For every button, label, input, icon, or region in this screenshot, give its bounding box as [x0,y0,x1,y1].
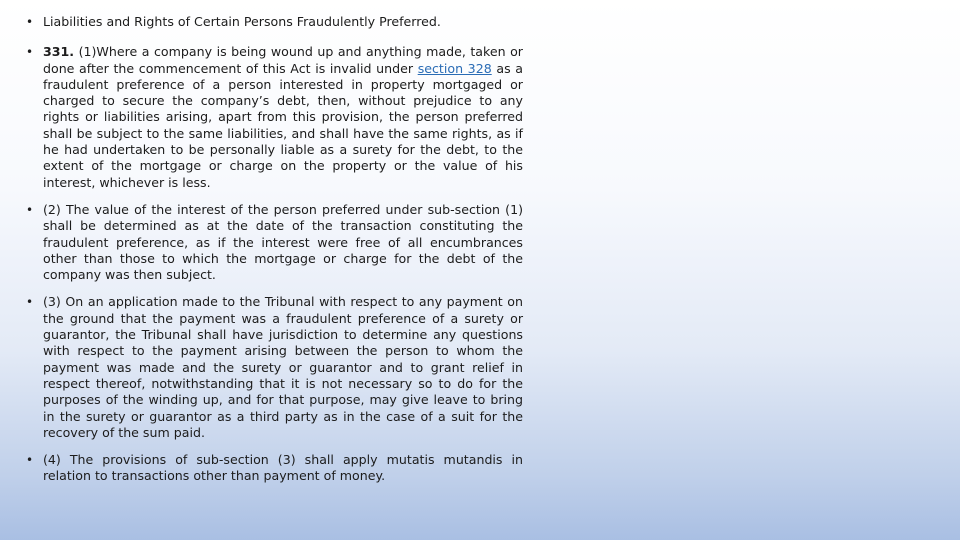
section-328-link[interactable]: section 328 [417,60,492,76]
paragraph-text-after-link: as a fraudulent preference of a person interested in property mortgaged or charged to secure the company’s debt, then, without prejudice to any rights or liabilities arising, apart from this provision, the person preferred shall be subject to the same liabilities, and shall have the same rights, as if he had undertaken to be personally liable as a surety for the debt, to the extent of the mortgage or charge on the property or the value of his interest, whichever is less. [43,60,523,190]
paragraph-sub-section-2: • (2) The value of the interest of the person preferred under sub-section (1) shall be determined as at the date of the transaction constituting the fraudulent preference, as if the interest were free of all encumbrances other than those to which the mortgage or charge for the debt of the company was then subject. [26,202,523,283]
paragraph-section-331-1 [26,44,523,191]
paragraph-text-before-link: (1)Where a company is being wound up and anything made, taken or done after the commencement of this Act is invalid under [43,44,523,76]
section-number: 331. [43,44,75,60]
slide-heading: • Liabilities and Rights of Certain Persons Fraudulently Preferred. [26,14,523,30]
paragraph-sub-section-3: • (3) On an application made to the Tribunal with respect to any payment on the ground that the payment was a fraudulent preference of a surety or guarantor, the Tribunal shall have jurisdiction to determine any questions with respect to the payment arising between the person to whom the payment was made and the surety or guarantor and to grant relief in respect thereof, notwithstanding that it is not necessary so to do for the purposes of the winding up, and for that purpose, may give leave to bring in the surety or guarantor as a third party as in the case of a suit for the recovery of the sum paid. [26,294,523,441]
paragraph-sub-section-4: • (4) The provisions of sub-section (3) shall apply mutatis mutandis in relation to transactions other than payment of money. [26,452,523,485]
slide-content [26,14,523,496]
